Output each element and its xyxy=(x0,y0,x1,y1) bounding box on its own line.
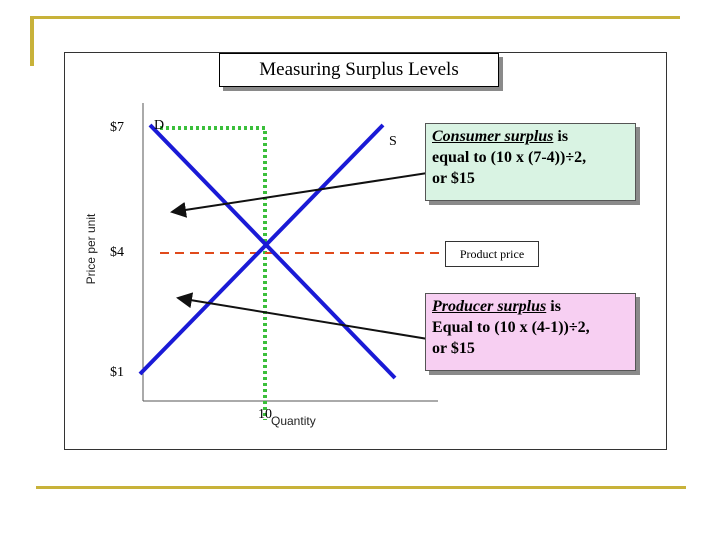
consumer-surplus-line3: or $15 xyxy=(432,170,475,187)
quantity-tick-10: 10 xyxy=(258,407,272,422)
producer-surplus-line2: Equal to (10 x (4-1))÷2, xyxy=(432,319,590,336)
supply-curve xyxy=(140,125,383,374)
demand-label: D xyxy=(154,118,165,133)
equilibrium-guide-dotted xyxy=(160,128,265,420)
product-price-label: Product price xyxy=(445,241,539,267)
producer-surplus-line1 xyxy=(432,296,629,317)
price-tick-4: $4 xyxy=(110,245,124,260)
producer-surplus-line1-rest: is xyxy=(546,298,561,315)
price-tick-7: $7 xyxy=(110,120,124,135)
consumer-surplus-term: Consumer surplus xyxy=(432,128,554,145)
diagram-title: Measuring Surplus Levels xyxy=(219,53,499,87)
price-tick-1: $1 xyxy=(110,365,124,380)
supply-label: S xyxy=(389,134,397,149)
consumer-surplus-callout xyxy=(425,123,636,201)
producer-surplus-callout xyxy=(425,293,636,371)
producer-surplus-term: Producer surplus xyxy=(432,298,547,315)
producer-surplus-arrow xyxy=(178,298,434,340)
consumer-surplus-line1 xyxy=(432,126,629,147)
consumer-surplus-line2: equal to (10 x (7-4))÷2, xyxy=(432,149,587,166)
consumer-surplus-line1-rest: is xyxy=(553,128,569,145)
y-axis-label: Price per unit xyxy=(84,213,98,285)
x-axis-label: Quantity xyxy=(271,414,316,428)
demand-curve xyxy=(150,125,395,378)
producer-surplus-line3: or $15 xyxy=(432,340,475,357)
